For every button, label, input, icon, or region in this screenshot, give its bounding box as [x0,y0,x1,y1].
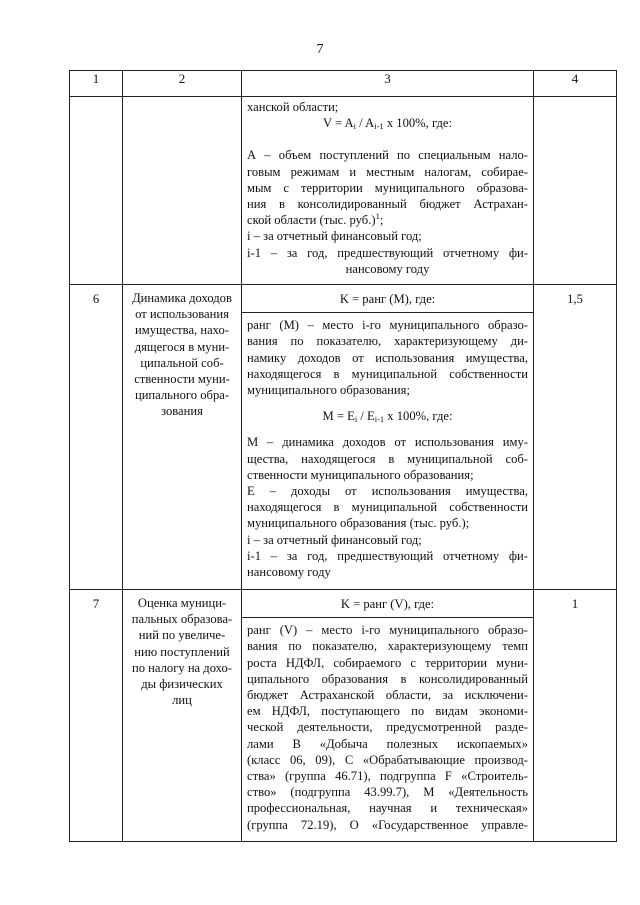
method-cell-continuation [242,97,534,285]
text-line: нансовому году [247,565,331,580]
table-row-7 [70,590,617,842]
text-line: находящегося в муниципальной собственности [247,500,528,515]
table-row-continuation [70,97,617,285]
text-line: ем НДФЛ, поступающего по видам экономи- [247,704,528,719]
text-line: А – объем поступлений по специальным нало- [247,148,528,163]
formula-m: $M = E_i / E_{i-1}$ x 100%, где: [322,409,453,425]
text-line: ство» (подгруппа 43.99.7), М «Деятельность [247,785,528,800]
text-line: ханской области; [247,100,339,114]
text-line: М – динамика доходов от использования иму- [247,435,528,450]
page-number: 7 [316,42,324,57]
text-line: ципального образования в консолидированный [247,671,528,686]
method-cell [242,590,534,842]
k-formula: K = ранг (M), где: [242,285,533,313]
text-line: муниципального образования; [247,383,410,398]
method-cell [242,285,534,590]
header-col-3: 3 [242,71,534,97]
text-line: говым режимам и местным налогам, собирае- [247,164,528,179]
text-line: ранг (М) – место i-го муниципального образо- [247,318,528,333]
text-line: мым с территории муниципального образова- [247,180,528,195]
text-line: i – за отчетный финансовый год; [247,532,422,547]
text-line: бюджет Астраханской области, за исключени- [247,688,528,703]
text-line: Е – доходы от использования имущества, [247,484,528,499]
text-line: вания по показателю, характеризующему темп [247,639,528,654]
header-col-2: 2 [123,71,242,97]
footnote-mark: 1 [375,211,380,222]
text-line: i-1 – за год, предшествующий отчетному фи- [247,245,528,260]
text-line: ранг (V) – место i-го муниципального образо- [247,623,528,638]
text-line: ственности муниципального образования; [247,467,474,482]
row-number: 7 [70,590,123,842]
text-line: щества, находящегося в муниципальной соб- [247,451,528,466]
header-col-1: 1 [70,71,123,97]
weight-value: 1,5 [534,285,617,590]
text-line: вания по показателю, характеризующему ди- [247,334,528,349]
text-line: ния в консолидированный бюджет Астрахан- [247,197,528,212]
text-line: намику доходов от использования имущества, [247,350,528,365]
table-row-6 [70,285,617,590]
text-line: i-1 – за год, предшествующий отчетному фи- [247,548,528,563]
k-formula: K = ранг (V), где: [242,590,533,618]
text-line: муниципального образования (тыс. руб.); [247,516,470,531]
text-line: нансовому году [345,261,430,276]
text-line: находящегося в муниципальной собственности [247,366,528,381]
criteria-table [69,70,617,842]
indicator-name: Оценка муници- пальных образова- ний по увеличе- нию поступлений по налогу на дохо- ды физических лиц [123,590,242,842]
text-line: ческой деятельности, предусмотренной разде- [247,720,528,735]
row-number: 6 [70,285,123,590]
table-header-row [70,71,617,97]
text-line: профессиональная, научная и техническая» [247,801,528,816]
weight-value: 1 [534,590,617,842]
text-line: роста НДФЛ, собираемого с территории муни- [247,655,528,670]
header-col-4: 4 [534,71,617,97]
text-line: i – за отчетный финансовый год; [247,229,422,244]
text-line: (группа 72.19), О «Государственное управле- [247,817,528,832]
formula-v: $V = A_i / A_{i-1}$ x 100%, где: [322,116,452,132]
text-line: ства» (группа 46.71), подгруппа F «Строитель- [247,769,528,784]
indicator-name: Динамика доходов от использования имущества, нахо- дящегося в муни- ципальной соб- ственности муни- ципального обра- зования [123,285,242,590]
text-line: (класс 06, 09), С «Обрабатывающие производ- [247,752,528,767]
text-line: ской области (тыс. руб.)$^1$; [247,211,384,228]
text-line: лами В «Добыча полезных ископаемых» [247,736,528,751]
